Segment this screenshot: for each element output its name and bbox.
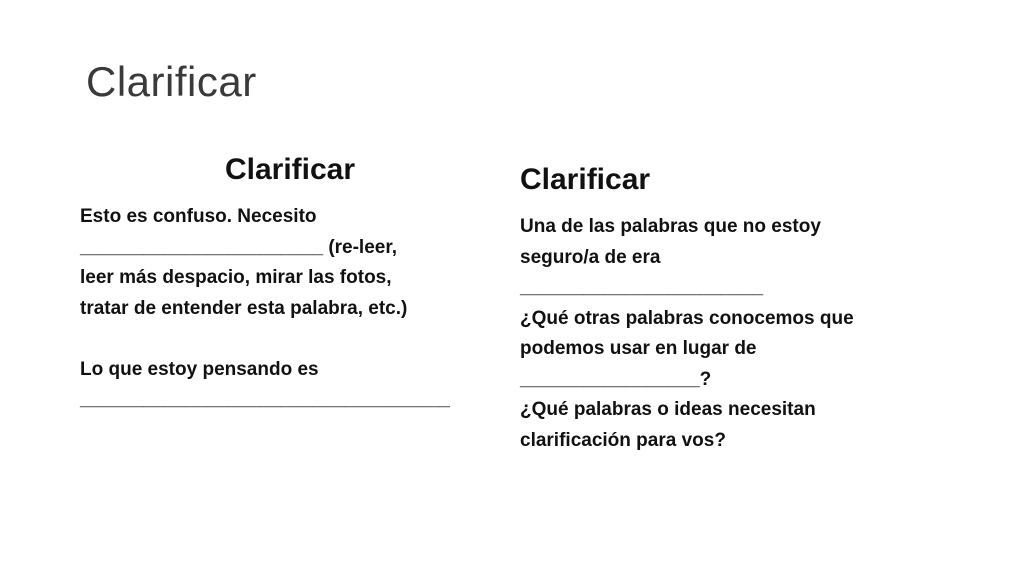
right-line-8: clarificación para vos?	[520, 429, 726, 451]
right-line-7: ¿Qué palabras o ideas necesitan	[520, 399, 816, 420]
left-line-6: Lo que estoy pensando es	[80, 358, 319, 380]
right-line-5: podemos usar en lugar de	[520, 338, 757, 359]
right-line-3: _______________________	[520, 277, 764, 298]
left-line-3: leer más despacio, mirar las fotos,	[80, 267, 392, 288]
left-line-2: _______________________ (re-leer,	[80, 236, 397, 258]
slide-title: Clarificar	[86, 58, 257, 105]
right-line-6: _________________?	[520, 368, 712, 390]
left-column	[80, 150, 510, 416]
left-blank-line	[80, 324, 510, 355]
right-column	[520, 160, 960, 456]
left-column-heading: Clarificar	[224, 153, 356, 186]
right-line-2: seguro/a de era	[520, 246, 661, 268]
left-line-7: ___________________________________	[80, 389, 450, 410]
left-line-1: Esto es confuso. Necesito	[80, 206, 317, 227]
right-column-heading: Clarificar	[520, 163, 651, 196]
left-line-4: tratar de entender esta palabra, etc.)	[80, 297, 408, 319]
right-line-1: Una de las palabras que no estoy	[520, 216, 821, 237]
right-line-4: ¿Qué otras palabras conocemos que	[520, 307, 854, 329]
